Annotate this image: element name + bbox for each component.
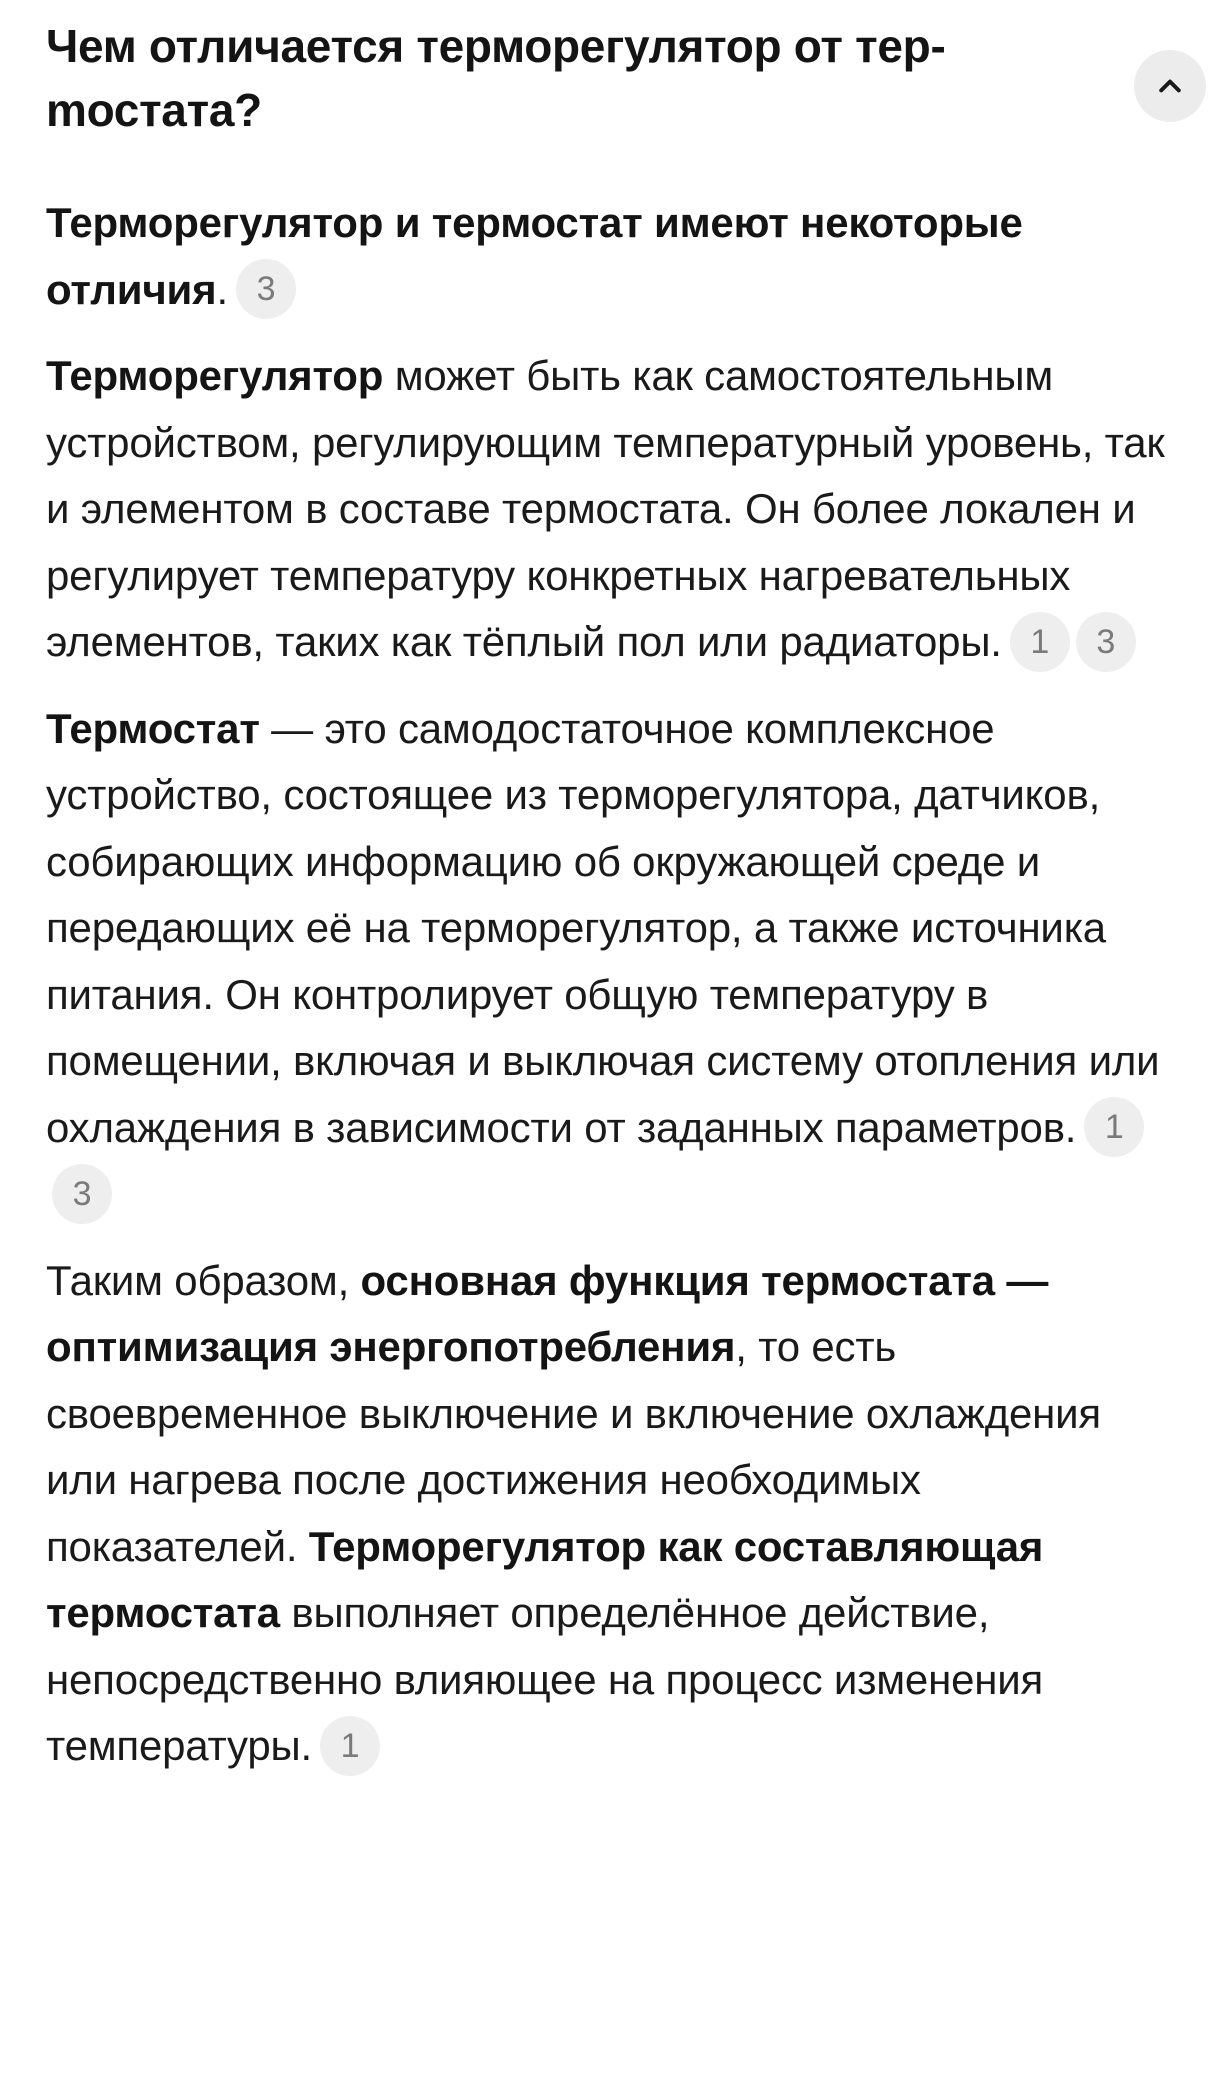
conclusion-text-3: выполняет определённое действие, непосредственно влияющее на процесс изменения температуры. — [46, 1589, 1044, 1769]
summary-text: . — [216, 265, 228, 313]
answer-header — [46, 14, 1174, 142]
citation-badge[interactable]: 3 — [1076, 612, 1136, 672]
citation-badge[interactable]: 1 — [1010, 612, 1070, 672]
citation-badge[interactable]: 1 — [320, 1716, 380, 1776]
answer-paragraph-conclusion — [46, 1248, 1174, 1780]
answer-paragraph-summary — [46, 190, 1174, 323]
answer-body — [46, 190, 1174, 1780]
conclusion-text-2: , то есть своевременное выключение и включение охлаждения или нагрева после достижения необходимых показателей. — [46, 1323, 1101, 1570]
conclusion-text-1: Таким образом, — [46, 1256, 361, 1304]
thermoregulator-bold-text: Терморегулятор — [46, 352, 384, 399]
citation-badge[interactable]: 3 — [236, 259, 296, 319]
citation-badge[interactable]: 3 — [52, 1164, 112, 1224]
answer-paragraph-thermoregulator — [46, 343, 1174, 676]
answer-paragraph-thermostat — [46, 696, 1174, 1228]
thermostat-text: — это самодостаточное комплексное устройство, состоящее из терморегулятора, датчиков, собирающих информацию об окружающей среде и передающих её на терморегулятор, а также источника питания. Он контролирует общую температуру в помещении, включая и выключая систему отопления или охлаждения в зависимости от заданных параметров. — [46, 704, 1160, 1151]
question-title: Чем отличается терморегулятор от терmостата? — [46, 20, 946, 136]
chevron-up-icon — [1155, 71, 1185, 101]
collapse-button[interactable] — [1134, 50, 1206, 122]
conclusion-bold-2: Терморегулятор как составляющая термостата — [46, 1522, 1044, 1636]
citation-badge[interactable]: 1 — [1084, 1097, 1144, 1157]
summary-bold-text: Терморегулятор и термостат имеют некоторые отличия — [46, 199, 1023, 313]
conclusion-bold-1: основная функция термостата — оптимизация энергопотребления — [46, 1256, 1049, 1370]
thermostat-bold-text: Термостат — [46, 704, 260, 752]
thermoregulator-text: может быть как самостоятельным устройством, регулирующим температурный уровень, так и элементом в составе термостата. Он более локален и регулирует температуру конкретных нагревательных элементов, таких как тёплый пол или радиаторы. — [46, 352, 1165, 665]
